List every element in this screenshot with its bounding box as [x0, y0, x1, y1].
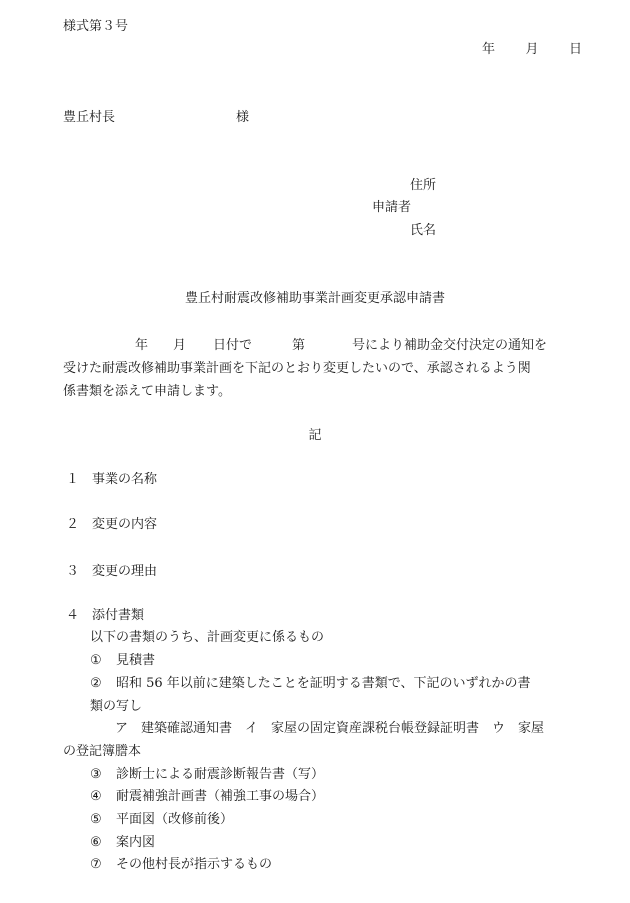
- document-title: 豊丘村耐震改修補助事業計画変更承認申請書: [184, 291, 445, 306]
- item-mark: ⑤: [90, 812, 102, 827]
- body-year: 年: [135, 338, 149, 353]
- item-mark: ⑥: [90, 835, 102, 850]
- body-number-prefix: 第: [292, 338, 306, 353]
- section-number: １: [66, 472, 80, 487]
- section-item: [66, 473, 157, 486]
- attachment-item: [90, 768, 324, 781]
- item-text: 診断士による耐震診断報告書（写）: [116, 767, 325, 782]
- addressee-honorific: 様: [236, 110, 250, 125]
- attachment-item: [90, 677, 531, 690]
- section-number: ４: [66, 608, 80, 623]
- section-label: 変更の内容: [92, 517, 158, 532]
- attachment-sub-continuation: の登記簿謄本: [63, 744, 142, 759]
- section-label: 添付書類: [92, 608, 145, 623]
- date-month: 月: [525, 42, 539, 57]
- body-line-1: [63, 334, 583, 357]
- item-text: 見積書: [116, 653, 156, 668]
- section-label: 変更の理由: [92, 564, 158, 579]
- attachment-item: [90, 813, 233, 826]
- date-day: 日: [568, 42, 582, 57]
- addressee-name: 豊丘村長: [63, 110, 116, 125]
- body-month: 月: [173, 338, 187, 353]
- attachment-sub-options: ア 建築確認通知書 イ 家屋の固定資産課税台帳登録証明書 ウ 家屋: [115, 721, 545, 736]
- form-number: 様式第３号: [63, 19, 129, 34]
- date-year: 年: [482, 42, 496, 57]
- section-item: [66, 565, 157, 578]
- body-text: [63, 334, 583, 403]
- attachments-intro: 以下の書類のうち、計画変更に係るもの: [90, 630, 325, 645]
- body-line-2: 受けた耐震改修補助事業計画を下記のとおり変更したいので、承認されるよう関: [63, 361, 531, 376]
- applicant-address-label: 住所: [410, 178, 437, 193]
- attachment-item: [90, 654, 155, 667]
- item-text: 耐震補強計画書（補強工事の場合）: [116, 789, 325, 804]
- body-day-date: 日付で: [213, 338, 253, 353]
- ki-marker: 記: [308, 428, 322, 443]
- item-text: 昭和 56 年以前に建築したことを証明する書類で、下記のいずれかの書: [116, 676, 531, 691]
- section-number: ３: [66, 564, 80, 579]
- item-mark: ④: [90, 789, 102, 804]
- applicant-label: 申請者: [372, 200, 412, 215]
- item-text: 平面図（改修前後）: [116, 812, 234, 827]
- section-item: [66, 518, 157, 531]
- item-mark: ⑦: [90, 857, 102, 872]
- attachment-item: [90, 790, 324, 803]
- addressee: [63, 110, 250, 125]
- section-number: ２: [66, 517, 80, 532]
- attachment-item: [90, 858, 272, 871]
- applicant-name-label: 氏名: [410, 223, 437, 238]
- section-label: 事業の名称: [92, 472, 158, 487]
- item-mark: ③: [90, 767, 102, 782]
- item-text: 案内図: [116, 835, 156, 850]
- body-line-3: 係書類を添えて申請します。: [63, 384, 231, 399]
- attachment-item-continuation: 類の写し: [90, 699, 143, 714]
- item-mark: ①: [90, 653, 102, 668]
- section-item: [66, 609, 144, 622]
- body-notice: 号により補助金交付決定の通知を: [352, 338, 548, 353]
- attachment-item: [90, 836, 155, 849]
- date-line: [482, 43, 582, 56]
- item-mark: ②: [90, 676, 102, 691]
- item-text: その他村長が指示するもの: [116, 857, 273, 872]
